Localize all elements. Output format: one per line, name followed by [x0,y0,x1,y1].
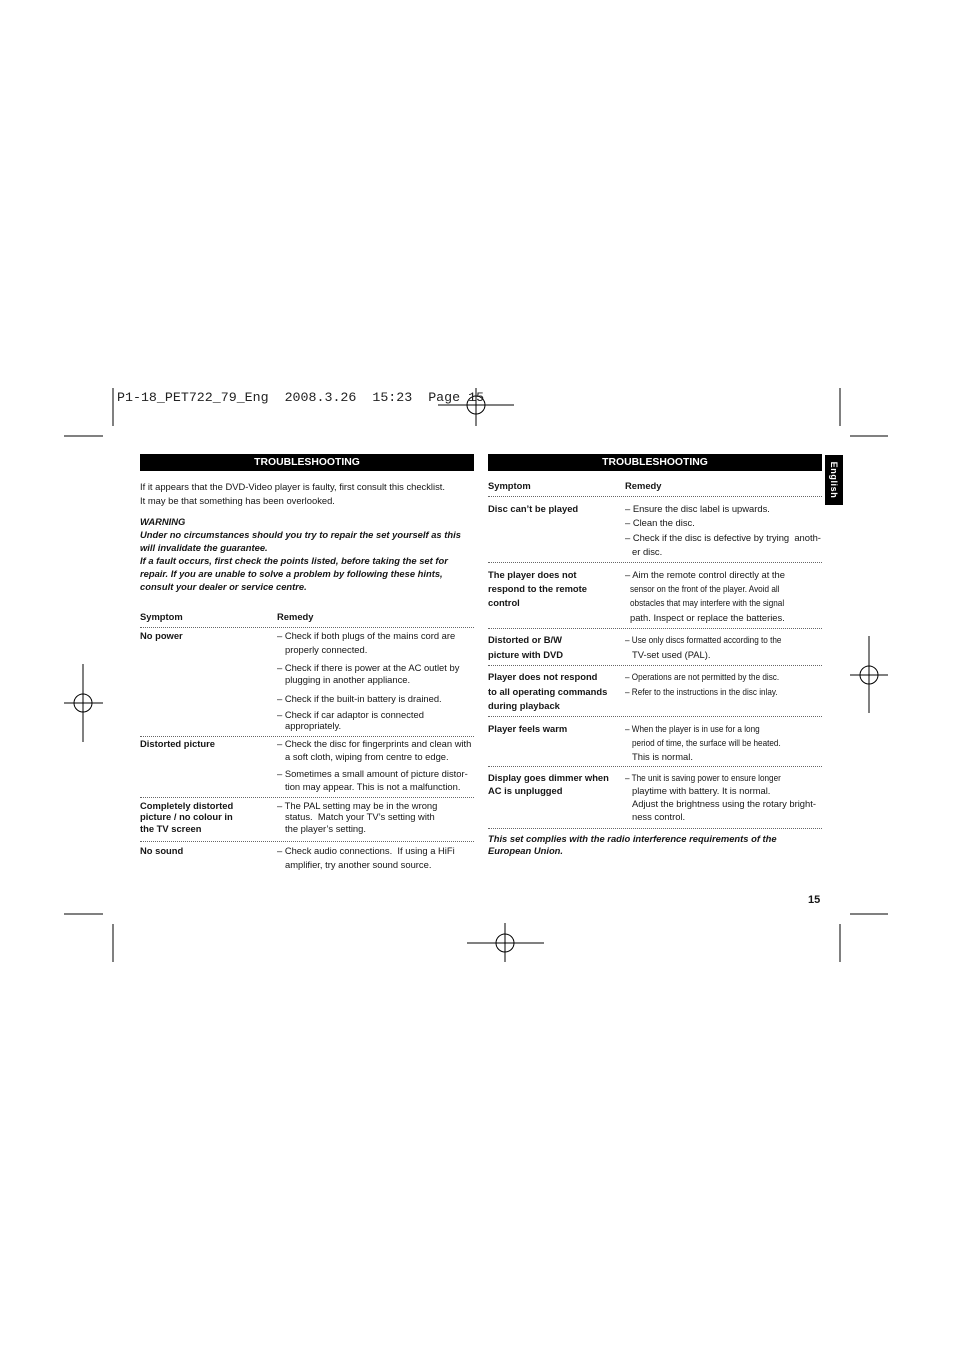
warning-line: will invalidate the guarantee. [140,542,268,553]
remedy-line: – The PAL setting may be in the wrong [277,800,438,811]
symptom-label: No power [140,630,183,641]
table-divider [488,496,822,497]
table-divider [140,797,474,798]
remedy-line: – When the player is in use for a long [625,723,760,734]
remedy-line: obstacles that may interfere with the signal [630,597,785,608]
table-divider [140,627,474,628]
language-tab-label: English [829,461,839,499]
table-divider [488,828,822,829]
table-divider [488,628,822,629]
remedy-line: This is normal. [632,751,693,762]
symptom-label: Disc can’t be played [488,503,579,514]
remedy-line: er disc. [632,546,663,557]
remedy-line: the player’s setting. [285,823,366,834]
table-divider [488,716,822,717]
remedy-line: path. Inspect or replace the batteries. [630,612,785,623]
remedy-line: – Use only discs formatted according to the [625,634,782,645]
symptom-label: No sound [140,845,184,856]
symptom-label: picture with DVD [488,649,564,660]
remedy-line: – Refer to the instructions in the disc inlay. [625,686,778,697]
remedy-line: – Check if there is power at the AC outlet by [277,662,460,673]
warning-line: If a fault occurs, first check the points listed, before taking the set for [140,555,448,566]
symptom-label: AC is unplugged [488,785,563,796]
table-header-symptom: Symptom [488,480,531,491]
crop-mark-top-left [64,388,113,436]
symptom-label: Completely distorted [140,800,234,811]
warning-line: repair. If you are unable to solve a problem by following these hints, [140,568,443,579]
remedy-line: – Check if car adaptor is connected [277,709,424,720]
table-header-remedy: Remedy [625,480,662,491]
remedy-line: appropriately. [285,720,342,731]
symptom-label: Player does not respond [488,671,598,682]
intro-line: It may be that something has been overlooked. [140,495,335,506]
table-divider [140,736,474,737]
remedy-line: a soft cloth, wiping from centre to edge. [285,751,449,762]
warning-line: consult your dealer or service centre. [140,581,307,592]
remedy-line: – The unit is saving power to ensure longer [625,772,781,783]
section-heading: TROUBLESHOOTING [140,454,474,471]
remedy-line: – Ensure the disc label is upwards. [625,503,770,514]
symptom-label: The player does not [488,569,577,580]
crop-mark-bottom-left [64,914,113,962]
remedy-line: – Operations are not permitted by the disc. [625,671,780,682]
intro-line: If it appears that the DVD-Video player is faulty, first consult this checklist. [140,481,445,492]
remedy-line: – Aim the remote control directly at the [625,569,785,580]
symptom-label: Distorted or B/W [488,634,562,645]
symptom-label: Display goes dimmer when [488,772,609,783]
remedy-line: plugging in another appliance. [285,674,411,685]
remedy-line: amplifier, try another sound source. [285,859,432,870]
remedy-line: TV-set used (PAL). [632,649,711,660]
table-divider [488,562,822,563]
symptom-label: during playback [488,700,560,711]
remedy-line: – Check if the disc is defective by trying anoth- [625,532,821,543]
remedy-line: – Sometimes a small amount of picture distor- [277,768,468,779]
warning-title: WARNING [140,516,186,527]
page-number: 15 [808,894,821,906]
remedy-line: playtime with battery. It is normal. [632,785,771,796]
section-heading: TROUBLESHOOTING [488,454,822,471]
remedy-line: – Check if the built-in battery is drained. [277,693,442,704]
symptom-label: the TV screen [140,823,202,834]
registration-mark-left [64,664,103,742]
symptom-label: respond to the remote [488,583,587,594]
remedy-line: – Clean the disc. [625,517,695,528]
warning-line: Under no circumstances should you try to repair the set yourself as this [140,529,461,540]
remedy-line: properly connected. [285,644,368,655]
table-divider [488,766,822,767]
table-header-remedy: Remedy [277,611,314,622]
crop-mark-top-right [840,388,888,436]
symptom-label: Player feels warm [488,723,568,734]
remedy-line: tion may appear. This is not a malfunction. [285,781,461,792]
symptom-label: control [488,597,520,608]
remedy-line: period of time, the surface will be heated. [632,737,781,748]
table-divider [140,841,474,842]
language-tab [825,455,843,505]
remedy-line: – Check if both plugs of the mains cord are [277,630,456,641]
registration-mark-bottom [467,923,544,962]
table-header-symptom: Symptom [140,611,183,622]
remedy-line: Adjust the brightness using the rotary bright- [632,798,816,809]
print-slug: P1-18_PET722_79_Eng 2008.3.26 15:23 Page 15 [117,390,485,405]
symptom-label: to all operating commands [488,686,608,697]
remedy-line: – Check audio connections. If using a HiFi [277,845,455,856]
remedy-line: status. Match your TV’s setting with [285,811,435,822]
remedy-line: ness control. [632,811,686,822]
crop-mark-bottom-right [840,914,888,962]
remedy-line: – Check the disc for fingerprints and clean with [277,738,472,749]
compliance-notice-line: This set complies with the radio interference requirements of the [488,833,777,844]
symptom-label: Distorted picture [140,738,216,749]
registration-mark-right [850,636,888,713]
compliance-notice-line: European Union. [488,845,563,856]
symptom-label: picture / no colour in [140,811,233,822]
remedy-line: sensor on the front of the player. Avoid all [630,583,780,594]
table-divider [488,665,822,666]
